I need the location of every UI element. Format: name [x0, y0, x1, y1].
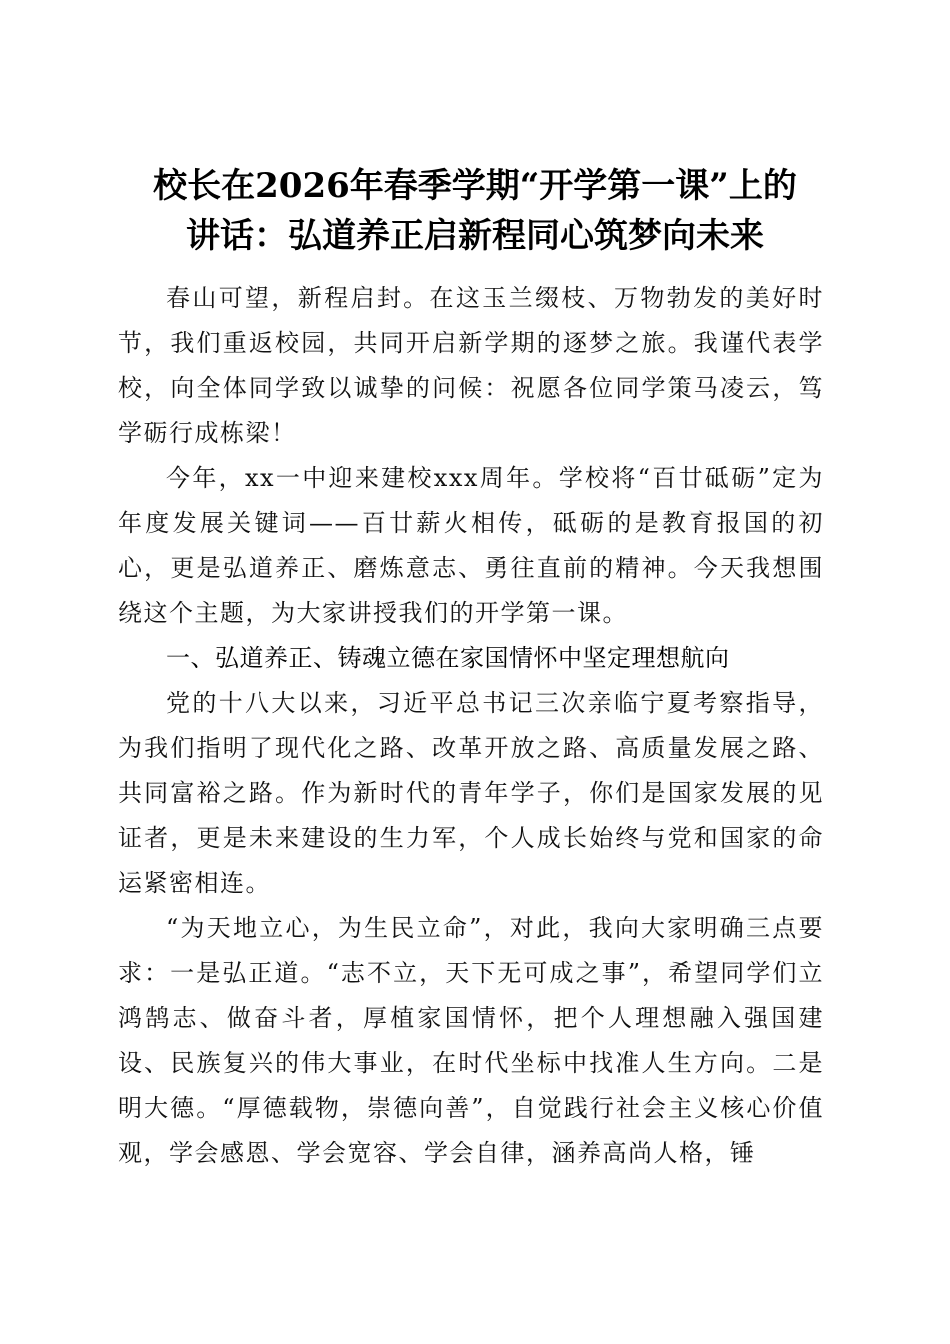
- title-line-1: 校长在2026年春季学期“开学第一课”上的: [153, 165, 797, 206]
- section-heading-1: 一、弘道养正、铸魂立德在家国情怀中坚定理想航向: [166, 644, 730, 672]
- paragraph-section1-2: “为天地立心，为生民立命”，对此，我向大家明确三点要求：一是弘正道。“志不立，天下无可成之事”，希望同学们立鸿鹄志、做奋斗者，厚植家国情怀，把个人理想融入强国建设、民族复兴的伟大事业，在时代坐标中找准人生方向。二是明大德。“厚德载物，崇德向善”，自觉践行社会主义核心价值观，学会感恩、学会宽容、学会自律，涵养高尚人格，锤: [118, 914, 824, 1167]
- document-title: [100, 161, 850, 261]
- paragraph-section1-1: 党的十八大以来，习近平总书记三次亲临宁夏考察指导，为我们指明了现代化之路、改革开放之路、高质量发展之路、共同富裕之路。作为新时代的青年学子，你们是国家发展的见证者，更是未来建设的生力军，个人成长始终与党和国家的命运紧密相连。: [118, 689, 824, 897]
- paragraph-intro-2: 今年，xx一中迎来建校xxx周年。学校将“百廿砥砺”定为年度发展关键词——百廿薪火相传，砥砺的是教育报国的初心，更是弘道养正、磨炼意志、勇往直前的精神。今天我想围绕这个主题，为大家讲授我们的开学第一课。: [118, 464, 824, 627]
- document-body: [118, 276, 824, 1176]
- paragraph-intro-1: 春山可望，新程启封。在这玉兰缀枝、万物勃发的美好时节，我们重返校园，共同开启新学期的逐梦之旅。我谨代表学校，向全体同学致以诚挚的问候：祝愿各位同学策马凌云，笃学砺行成栋梁！: [118, 284, 824, 447]
- title-line-2: 讲话：弘道养正启新程同心筑梦向未来: [186, 215, 764, 256]
